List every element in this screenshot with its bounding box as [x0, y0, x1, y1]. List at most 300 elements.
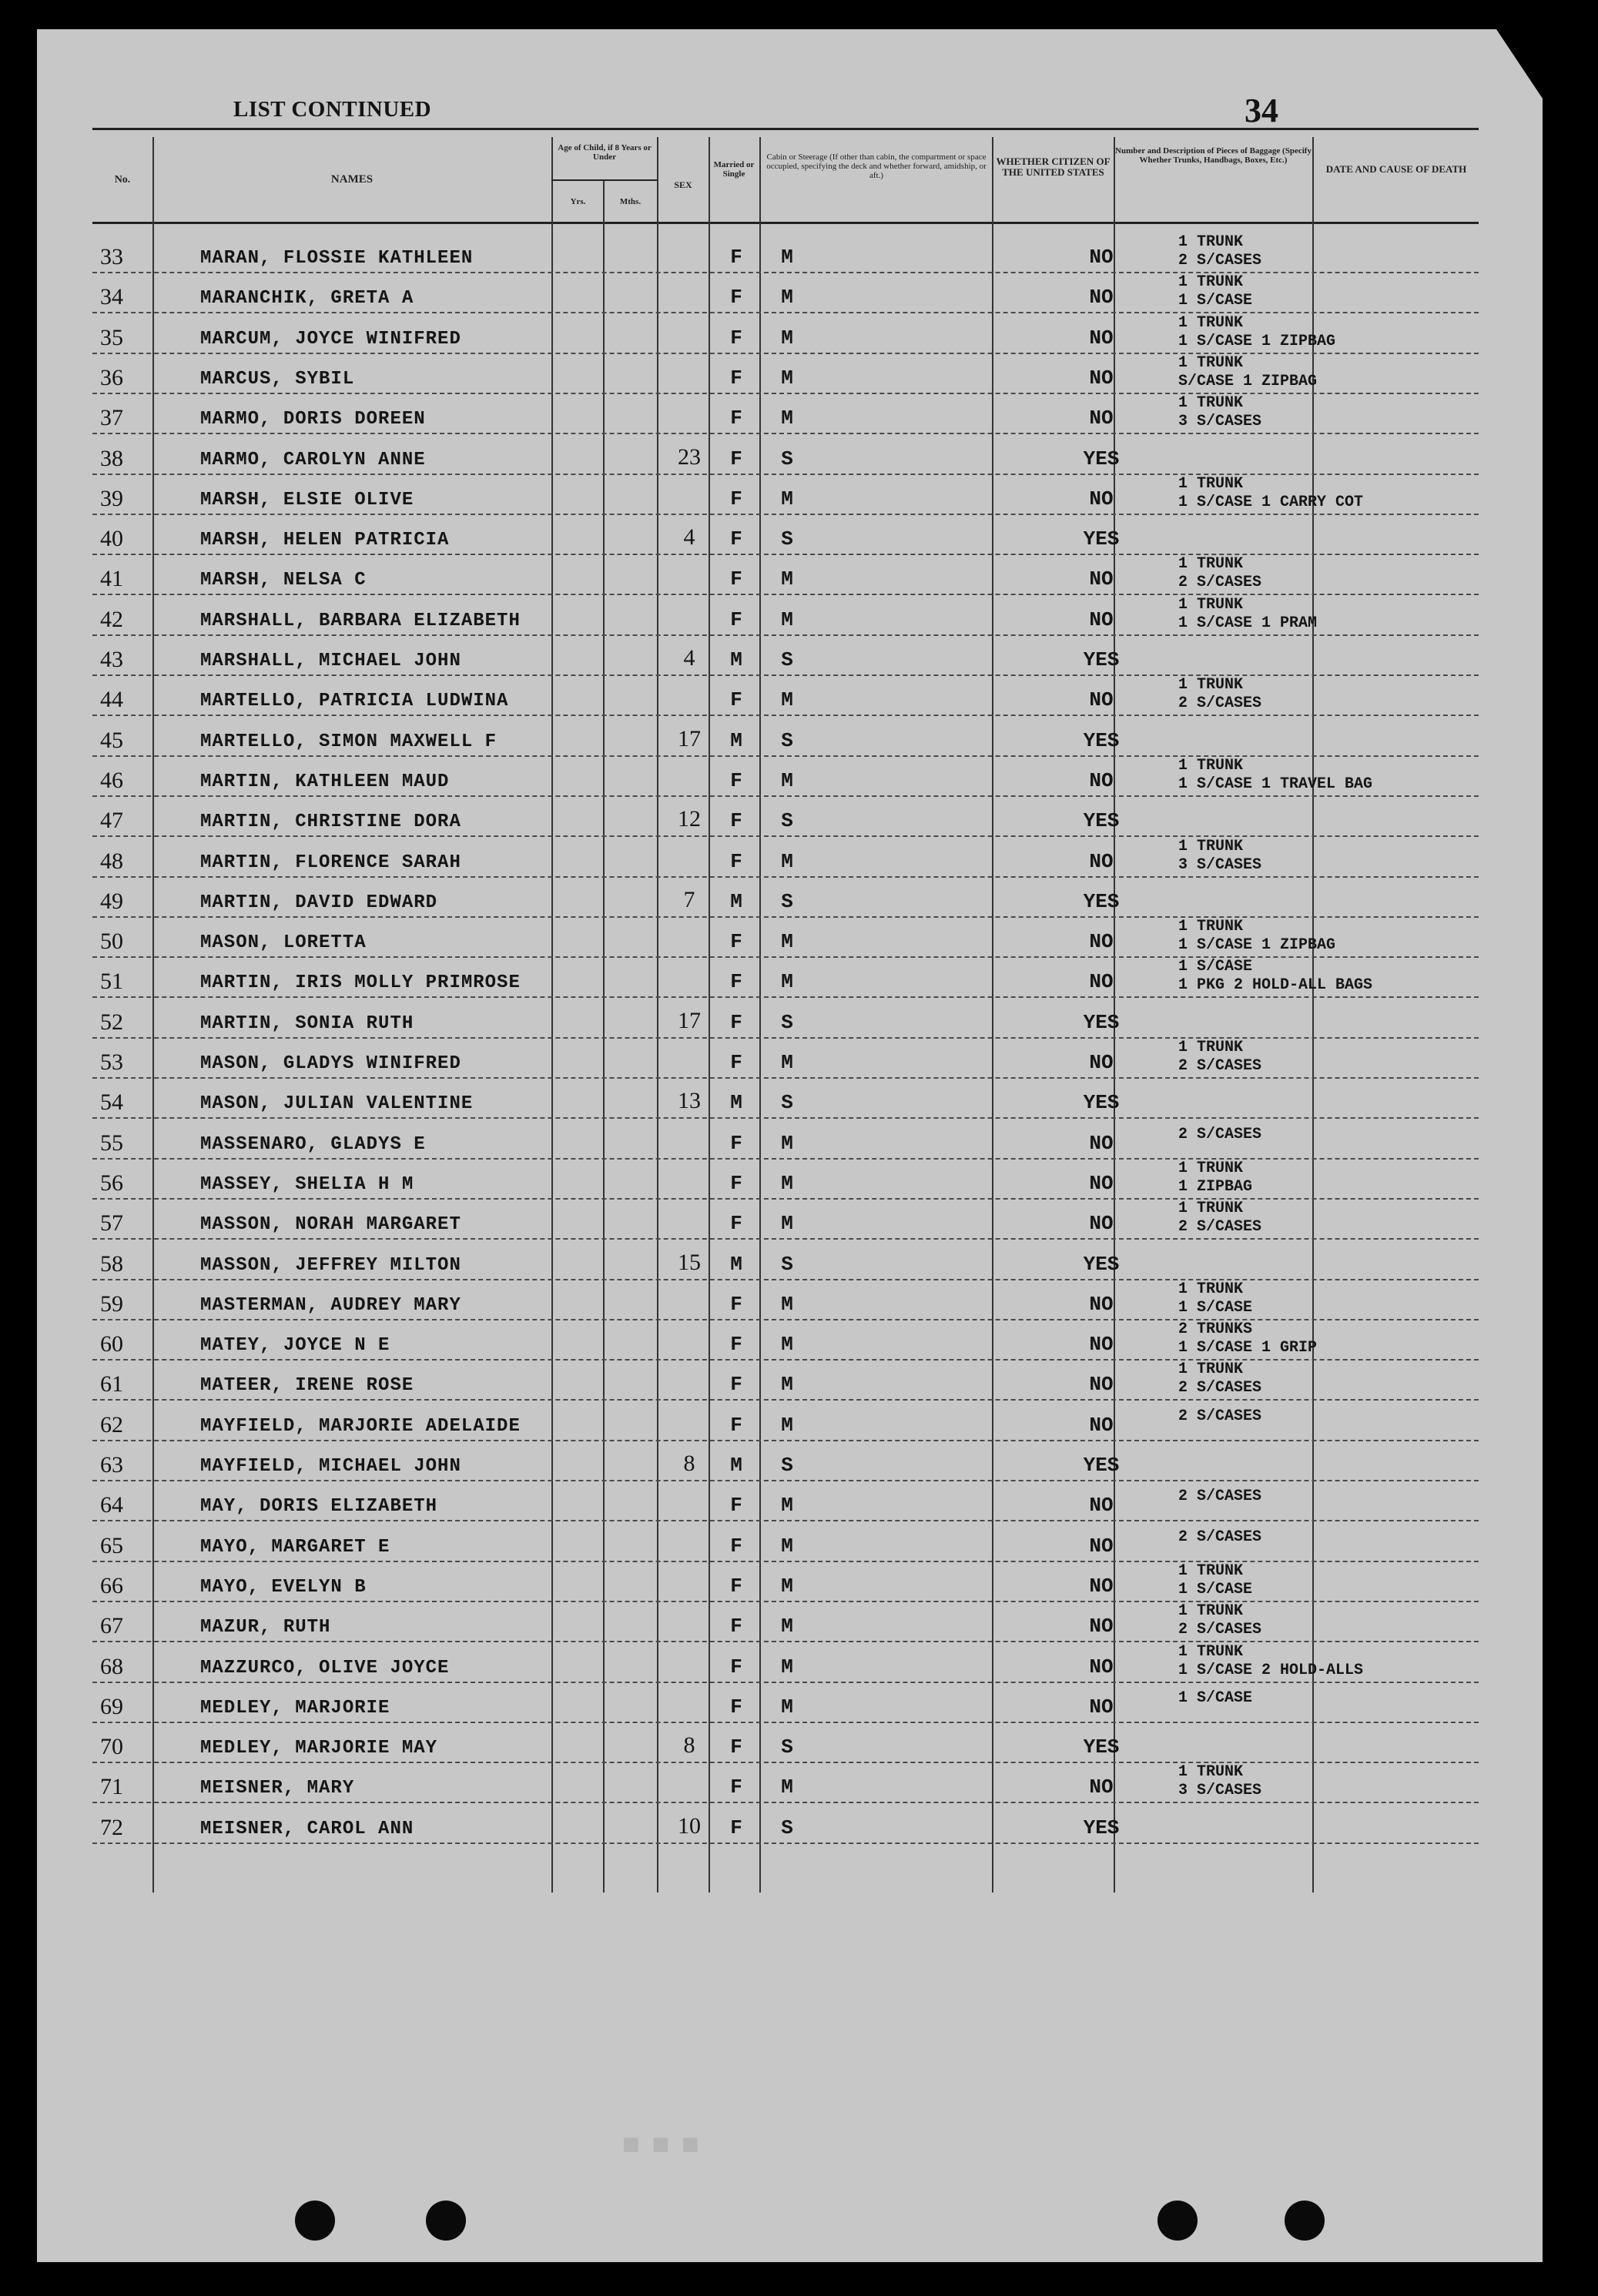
table-row — [92, 1401, 1479, 1441]
citizen-status: YES — [1083, 809, 1120, 833]
row-number: 60 — [100, 1331, 123, 1357]
passenger-name: MARMO, DORIS DOREEN — [200, 409, 426, 430]
sex-value: F — [730, 1292, 742, 1316]
marital-status: M — [781, 366, 793, 390]
row-number: 34 — [100, 284, 123, 310]
table-row — [92, 435, 1479, 475]
sex-value: F — [730, 930, 742, 954]
baggage-line: 2 S/CASES — [1178, 1528, 1262, 1546]
citizen-status: NO — [1089, 1413, 1114, 1437]
citizen-status: YES — [1083, 1010, 1120, 1034]
row-number: 57 — [100, 1210, 123, 1237]
marital-status: M — [781, 1534, 793, 1558]
child-age-years: 17 — [678, 1007, 701, 1033]
citizen-status: YES — [1083, 1816, 1120, 1839]
baggage-line: 1 TRUNK — [1178, 233, 1244, 251]
baggage-description — [1178, 1562, 1252, 1599]
baggage-line: 1 TRUNK — [1178, 1602, 1244, 1621]
table-row — [92, 354, 1479, 394]
header-married: Married or Single — [713, 160, 755, 179]
citizen-status: YES — [1083, 1735, 1120, 1759]
header-baggage: Number and Description of Pieces of Baggage (Specify Whether Trunks, Handbags, Boxes, Etc.) — [1115, 146, 1312, 165]
sex-value: F — [730, 688, 742, 712]
table-row — [92, 1160, 1479, 1200]
sex-value: F — [730, 1776, 742, 1799]
table-row — [92, 515, 1479, 555]
baggage-description — [1178, 958, 1372, 995]
baggage-line: 1 ZIPBAG — [1178, 1177, 1253, 1196]
child-age-years: 23 — [678, 443, 701, 470]
citizen-status: YES — [1083, 1454, 1120, 1477]
marital-status: M — [781, 1171, 793, 1195]
punch-hole — [1285, 2201, 1325, 2241]
sex-value: F — [730, 1413, 742, 1437]
table-row — [92, 717, 1479, 757]
sex-value: F — [730, 1574, 742, 1598]
passenger-name: MASON, JULIAN VALENTINE — [200, 1093, 474, 1115]
row-number: 35 — [100, 324, 123, 350]
passenger-name: MARSH, ELSIE OLIVE — [200, 489, 414, 510]
sex-value: M — [730, 648, 742, 671]
passenger-name: MAYO, MARGARET E — [200, 1536, 390, 1558]
citizen-status: YES — [1083, 1252, 1120, 1276]
table-row — [92, 1240, 1479, 1280]
passenger-name: MAYO, EVELYN B — [200, 1576, 367, 1598]
baggage-line: 2 S/CASES — [1178, 252, 1262, 269]
sex-value: F — [730, 366, 742, 390]
marital-status: M — [781, 326, 793, 350]
sex-value: F — [730, 849, 742, 873]
marital-status: S — [781, 527, 793, 551]
marital-status: M — [781, 768, 793, 792]
passenger-name: MAZUR, RUTH — [200, 1617, 331, 1638]
row-number: 42 — [100, 606, 123, 632]
manifest-sheet — [37, 29, 1543, 2262]
baggage-description — [1178, 555, 1261, 592]
citizen-status: NO — [1089, 286, 1114, 310]
baggage-line: 1 TRUNK — [1178, 1361, 1244, 1379]
header-bottom-rule — [92, 222, 1479, 224]
child-age-years: 15 — [678, 1249, 701, 1275]
row-number: 66 — [100, 1572, 123, 1598]
passenger-name: MASON, GLADYS WINIFRED — [200, 1053, 461, 1074]
baggage-line: 1 TRUNK — [1178, 595, 1244, 614]
header-cabin: Cabin or Steerage (If other than cabin, the compartment or space occupied, specifying the deck and whether forward, amidship, or aft.) — [766, 152, 987, 180]
marital-status: M — [781, 1655, 793, 1678]
marital-status: M — [781, 567, 793, 591]
baggage-line: 1 TRUNK — [1178, 353, 1244, 372]
passenger-name: MARTIN, KATHLEEN MAUD — [200, 771, 450, 792]
baggage-line: 1 S/CASE — [1178, 1580, 1253, 1598]
punch-hole — [426, 2201, 466, 2241]
table-row — [92, 1763, 1479, 1803]
table-row — [92, 958, 1479, 998]
sex-value: M — [730, 1091, 742, 1115]
passenger-name: MASON, LORETTA — [200, 932, 367, 954]
table-row — [92, 475, 1479, 515]
table-row — [92, 233, 1479, 273]
sex-value: F — [730, 768, 742, 792]
baggage-line: 1 S/CASE 1 ZIPBAG — [1178, 936, 1336, 955]
table-row — [92, 1320, 1479, 1361]
citizen-status: NO — [1089, 1494, 1114, 1518]
passenger-name: MARCUM, JOYCE WINIFRED — [200, 328, 461, 350]
table-row — [92, 1441, 1479, 1481]
baggage-description — [1178, 314, 1335, 351]
citizen-status: NO — [1089, 246, 1114, 269]
baggage-description — [1178, 1039, 1261, 1076]
row-number: 72 — [100, 1814, 123, 1840]
baggage-line: 1 TRUNK — [1178, 1280, 1244, 1298]
table-row — [92, 838, 1479, 878]
baggage-description — [1178, 1200, 1261, 1237]
passenger-name: MARCUS, SYBIL — [200, 368, 355, 390]
baggage-description — [1178, 1320, 1317, 1357]
row-number: 59 — [100, 1290, 123, 1317]
citizen-status: NO — [1089, 1655, 1114, 1678]
row-number: 38 — [100, 445, 123, 471]
row-number: 47 — [100, 808, 123, 834]
baggage-description — [1178, 1126, 1261, 1144]
row-number: 49 — [100, 888, 123, 914]
citizen-status: NO — [1089, 1051, 1114, 1074]
passenger-name: MATEY, JOYCE N E — [200, 1335, 390, 1357]
passenger-name: MARTIN, DAVID EDWARD — [200, 892, 438, 913]
citizen-status: YES — [1083, 889, 1120, 913]
baggage-line: 3 S/CASES — [1178, 1782, 1262, 1800]
table-row — [92, 1120, 1479, 1160]
passenger-name: MARSHALL, MICHAEL JOHN — [200, 651, 461, 671]
baggage-line: 1 S/CASE 1 ZIPBAG — [1178, 332, 1336, 350]
header-death: DATE AND CAUSE OF DEATH — [1325, 163, 1467, 175]
marital-status: M — [781, 970, 793, 994]
citizen-status: YES — [1083, 527, 1120, 551]
sex-value: M — [730, 889, 742, 913]
baggage-line: 2 S/CASES — [1178, 1218, 1262, 1237]
marital-status: S — [781, 1091, 793, 1115]
baggage-description — [1178, 233, 1261, 270]
table-row — [92, 1361, 1479, 1401]
marital-status: S — [781, 1454, 793, 1477]
sex-value: F — [730, 1494, 742, 1518]
baggage-line: 1 TRUNK — [1178, 837, 1244, 855]
baggage-line: 1 TRUNK — [1178, 1200, 1244, 1218]
passenger-name: MARTIN, FLORENCE SARAH — [200, 852, 461, 873]
citizen-status: NO — [1089, 607, 1114, 631]
baggage-line: 1 TRUNK — [1178, 1561, 1244, 1580]
header-no: No. — [114, 174, 131, 186]
marital-status: M — [781, 1494, 793, 1518]
passenger-name: MARTELLO, PATRICIA LUDWINA — [200, 691, 509, 712]
marital-status: M — [781, 246, 793, 269]
citizen-status: NO — [1089, 1212, 1114, 1236]
row-number: 58 — [100, 1250, 123, 1277]
marital-status: M — [781, 407, 793, 430]
baggage-line: 1 TRUNK — [1178, 555, 1244, 574]
table-row — [92, 1481, 1479, 1521]
sex-value: F — [730, 1010, 742, 1034]
marital-status: S — [781, 648, 793, 671]
baggage-description — [1178, 1361, 1261, 1397]
sex-value: F — [730, 487, 742, 510]
passenger-name: MAZZURCO, OLIVE JOYCE — [200, 1657, 450, 1678]
table-row — [92, 1280, 1479, 1320]
citizen-status: NO — [1089, 849, 1114, 873]
citizen-status: NO — [1089, 1534, 1114, 1558]
row-number: 67 — [100, 1613, 123, 1639]
sex-value: F — [730, 407, 742, 430]
baggage-line: 1 TRUNK — [1178, 1642, 1244, 1661]
table-row — [92, 1804, 1479, 1844]
baggage-line: 2 S/CASES — [1178, 1621, 1262, 1639]
sex-value: F — [730, 567, 742, 591]
baggage-line: 1 S/CASE — [1178, 1689, 1253, 1707]
sex-value: F — [730, 1373, 742, 1397]
baggage-description — [1178, 918, 1335, 955]
passenger-name: MEDLEY, MARJORIE MAY — [200, 1738, 438, 1759]
marital-status: M — [781, 1413, 793, 1437]
row-number: 46 — [100, 767, 123, 793]
baggage-description — [1178, 1763, 1261, 1800]
marital-status: M — [781, 1212, 793, 1236]
baggage-description — [1178, 1689, 1252, 1708]
row-number: 69 — [100, 1693, 123, 1719]
baggage-line: 2 S/CASES — [1178, 574, 1262, 592]
row-number: 64 — [100, 1492, 123, 1518]
baggage-line: 2 S/CASES — [1178, 1407, 1262, 1425]
passenger-name: MASTERMAN, AUDREY MARY — [200, 1294, 461, 1316]
sex-value: F — [730, 1171, 742, 1195]
passenger-name: MASSON, JEFFREY MILTON — [200, 1254, 461, 1276]
passenger-name: MASSEY, SHELIA H M — [200, 1173, 414, 1195]
baggage-description — [1178, 354, 1317, 391]
baggage-description — [1178, 757, 1372, 794]
baggage-line: 1 TRUNK — [1178, 918, 1244, 936]
age-subheader-rule — [551, 179, 657, 181]
passenger-name: MAYFIELD, MICHAEL JOHN — [200, 1456, 461, 1477]
list-title: LIST CONTINUED — [233, 97, 432, 122]
row-number: 55 — [100, 1130, 123, 1156]
baggage-line: 1 TRUNK — [1178, 394, 1244, 413]
marital-status: M — [781, 1373, 793, 1397]
baggage-description — [1178, 1528, 1261, 1547]
baggage-description — [1178, 475, 1363, 512]
baggage-line: 1 PKG 2 HOLD-ALL BAGS — [1178, 976, 1373, 995]
sex-value: F — [730, 1615, 742, 1638]
baggage-line: 1 S/CASE 2 HOLD-ALLS — [1178, 1661, 1364, 1679]
sex-value: F — [730, 527, 742, 551]
passenger-name: MATEER, IRENE ROSE — [200, 1375, 414, 1397]
table-row — [92, 1200, 1479, 1240]
baggage-line: 1 TRUNK — [1178, 273, 1244, 292]
baggage-description — [1178, 273, 1252, 310]
row-number: 63 — [100, 1452, 123, 1478]
baggage-line: 2 S/CASES — [1178, 1379, 1262, 1397]
row-number: 53 — [100, 1049, 123, 1075]
header-age: Age of Child, if 8 Years or Under — [558, 143, 652, 162]
citizen-status: YES — [1083, 447, 1120, 470]
sex-value: F — [730, 607, 742, 631]
baggage-line: 2 S/CASES — [1178, 1488, 1262, 1506]
row-number: 51 — [100, 969, 123, 995]
table-row — [92, 918, 1479, 958]
passenger-name: MARAN, FLOSSIE KATHLEEN — [200, 248, 474, 269]
row-number: 40 — [100, 526, 123, 552]
table-row — [92, 1602, 1479, 1642]
child-age-years: 4 — [683, 645, 695, 671]
sex-value: F — [730, 286, 742, 310]
row-number: 37 — [100, 405, 123, 431]
child-age-years: 12 — [678, 806, 701, 832]
table-row — [92, 676, 1479, 716]
header-names: NAMES — [330, 173, 374, 186]
table-row — [92, 273, 1479, 313]
citizen-status: NO — [1089, 1333, 1114, 1357]
baggage-line: 2 S/CASES — [1178, 1125, 1262, 1143]
row-number: 45 — [100, 727, 123, 753]
baggage-line: 2 S/CASES — [1178, 1057, 1262, 1075]
marital-status: M — [781, 1574, 793, 1598]
citizen-status: NO — [1089, 487, 1114, 510]
baggage-description — [1178, 1160, 1252, 1197]
baggage-description — [1178, 838, 1261, 875]
sex-value: F — [730, 809, 742, 833]
table-row — [92, 797, 1479, 837]
faded-stamp-mark: ■ ■ ■ — [622, 2128, 702, 2160]
citizen-status: NO — [1089, 1615, 1114, 1638]
table-row — [92, 636, 1479, 676]
row-number: 54 — [100, 1089, 123, 1116]
child-age-years: 17 — [678, 725, 701, 751]
sex-value: F — [730, 1655, 742, 1678]
child-age-years: 10 — [678, 1812, 701, 1839]
punch-hole — [295, 2201, 335, 2241]
table-row — [92, 1522, 1479, 1562]
baggage-line: 2 TRUNKS — [1178, 1320, 1253, 1339]
sex-value: F — [730, 1131, 742, 1155]
table-row — [92, 1039, 1479, 1079]
baggage-line: 1 TRUNK — [1178, 474, 1244, 493]
passenger-name: MARTIN, IRIS MOLLY PRIMROSE — [200, 972, 521, 994]
citizen-status: YES — [1083, 648, 1120, 671]
marital-status: S — [781, 1252, 793, 1276]
header-sex: SEX — [674, 179, 692, 190]
baggage-line: 1 TRUNK — [1178, 1159, 1244, 1177]
sex-value: F — [730, 246, 742, 269]
marital-status: M — [781, 607, 793, 631]
citizen-status: NO — [1089, 930, 1114, 954]
row-number: 39 — [100, 485, 123, 511]
sex-value: M — [730, 1252, 742, 1276]
marital-status: M — [781, 1776, 793, 1799]
header-citizen: WHETHER CITIZEN OF THE UNITED STATES — [996, 156, 1111, 178]
baggage-line: 1 S/CASE — [1178, 958, 1253, 976]
row-number: 62 — [100, 1411, 123, 1438]
passenger-name: MASSENARO, GLADYS E — [200, 1133, 426, 1155]
baggage-line: 1 TRUNK — [1178, 313, 1244, 332]
sex-value: F — [730, 1735, 742, 1759]
row-number: 41 — [100, 566, 123, 592]
sex-value: F — [730, 1212, 742, 1236]
row-number: 56 — [100, 1170, 123, 1196]
passenger-name: MEISNER, CAROL ANN — [200, 1818, 414, 1839]
child-age-years: 8 — [683, 1451, 695, 1476]
row-number: 65 — [100, 1532, 123, 1558]
baggage-line: 1 S/CASE — [1178, 1298, 1253, 1317]
child-age-years: 8 — [683, 1732, 695, 1759]
table-row — [92, 1683, 1479, 1723]
passenger-name: MARSH, NELSA C — [200, 570, 367, 591]
marital-status: S — [781, 1735, 793, 1759]
citizen-status: NO — [1089, 567, 1114, 591]
row-number: 43 — [100, 647, 123, 672]
marital-status: S — [781, 447, 793, 470]
citizen-status: NO — [1089, 768, 1114, 792]
citizen-status: YES — [1083, 728, 1120, 752]
baggage-description — [1178, 1602, 1261, 1639]
passenger-name: MARSHALL, BARBARA ELIZABETH — [200, 610, 521, 631]
table-row — [92, 555, 1479, 595]
child-age-years: 13 — [678, 1088, 701, 1114]
marital-status: M — [781, 286, 793, 310]
header-top-rule — [92, 128, 1479, 130]
sex-value: F — [730, 447, 742, 470]
row-number: 33 — [100, 244, 123, 269]
citizen-status: NO — [1089, 688, 1114, 712]
passenger-name: MARANCHIK, GRETA A — [200, 288, 414, 310]
baggage-line: 1 S/CASE 1 TRAVEL BAG — [1178, 775, 1373, 793]
punch-hole — [1157, 2201, 1198, 2241]
baggage-description — [1178, 1407, 1261, 1426]
baggage-line: 2 S/CASES — [1178, 694, 1262, 713]
citizen-status: NO — [1089, 1574, 1114, 1598]
table-row — [92, 1079, 1479, 1119]
marital-status: M — [781, 1615, 793, 1638]
passenger-name: MEDLEY, MARJORIE — [200, 1697, 390, 1719]
citizen-status: NO — [1089, 326, 1114, 350]
table-row — [92, 878, 1479, 918]
table-row — [92, 596, 1479, 636]
marital-status: M — [781, 930, 793, 954]
marital-status: M — [781, 1695, 793, 1719]
citizen-status: NO — [1089, 407, 1114, 430]
sex-value: M — [730, 728, 742, 752]
citizen-status: NO — [1089, 366, 1114, 390]
baggage-line: 1 TRUNK — [1178, 756, 1244, 775]
sex-value: F — [730, 970, 742, 994]
sex-value: F — [730, 1333, 742, 1357]
sex-value: M — [730, 1454, 742, 1477]
row-number: 61 — [100, 1371, 123, 1397]
table-row — [92, 394, 1479, 434]
marital-status: S — [781, 889, 793, 913]
passenger-name: MAY, DORIS ELIZABETH — [200, 1496, 438, 1518]
marital-status: S — [781, 809, 793, 833]
header-yrs: Yrs. — [570, 197, 586, 206]
marital-status: S — [781, 728, 793, 752]
sex-value: F — [730, 1695, 742, 1719]
baggage-line: 3 S/CASES — [1178, 413, 1262, 431]
passenger-name: MARTIN, SONIA RUTH — [200, 1012, 414, 1034]
marital-status: M — [781, 1292, 793, 1316]
row-number: 36 — [100, 364, 123, 390]
sex-value: F — [730, 1534, 742, 1558]
citizen-status: NO — [1089, 1131, 1114, 1155]
citizen-status: NO — [1089, 970, 1114, 994]
row-number: 70 — [100, 1734, 123, 1760]
citizen-status: NO — [1089, 1171, 1114, 1195]
baggage-line: S/CASE 1 ZIPBAG — [1178, 372, 1318, 390]
